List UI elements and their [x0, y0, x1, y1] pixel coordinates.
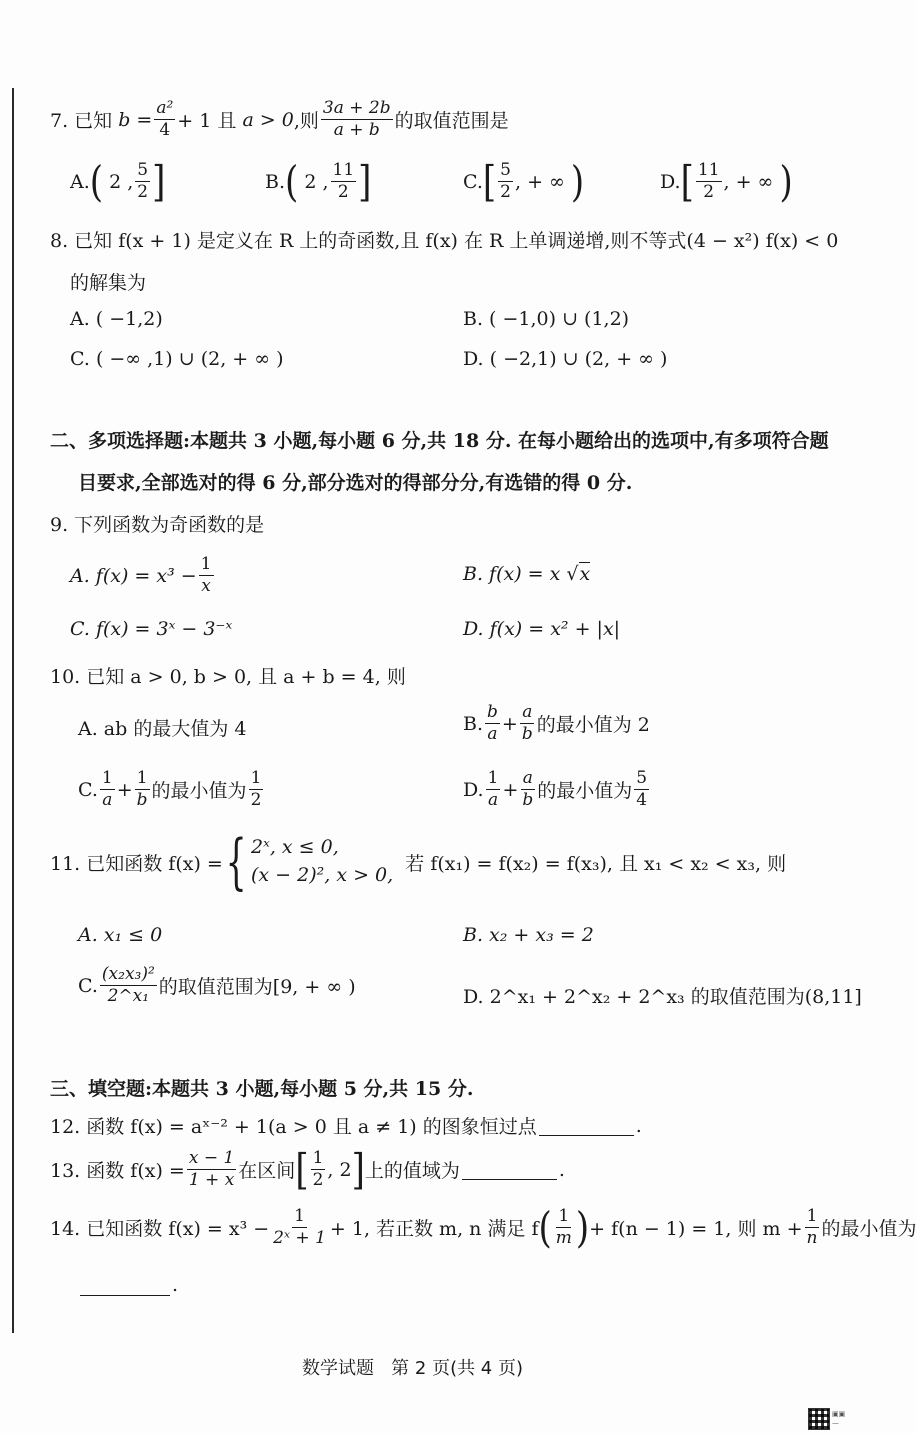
- section2-heading-line1: 二、多项选择题:本题共 3 小题,每小题 6 分,共 18 分. 在每小题给出的选项中,有多项符合题: [50, 430, 829, 452]
- q14-answer-line: .: [78, 1274, 178, 1296]
- q11-piece1: 2ˣ, x ≤ 0,: [251, 836, 339, 859]
- q12-answer-blank[interactable]: [539, 1115, 634, 1136]
- q11-piecewise: [251, 834, 393, 889]
- q11-option-d: D. 2^x₁ + 2^x₂ + 2^x₃ 的取值范围为(8,11]: [463, 986, 862, 1008]
- q7-prefix: 7. 已知: [50, 110, 113, 132]
- q8-option-a: A. ( −1,2): [70, 308, 163, 330]
- q9-option-d: D. f(x) = x² + |x|: [463, 618, 621, 640]
- q8-option-b: B. ( −1,0) ∪ (1,2): [463, 308, 630, 330]
- q13-stem: 13. 函数 f(x) = $\frac{x - 1}{1 + x}$ 在区间 [ $\frac{1}{2}$ , 2 ] 上的值域为 .: [50, 1144, 565, 1195]
- piecewise-brace: {: [225, 827, 247, 897]
- q13-answer-blank[interactable]: [462, 1159, 557, 1180]
- q11-option-a: A. x₁ ≤ 0: [78, 924, 163, 946]
- q9-option-c: C. f(x) = 3ˣ − 3⁻ˣ: [70, 618, 233, 640]
- q7-plus1: + 1 且: [177, 110, 237, 132]
- page-footer: [302, 1354, 523, 1380]
- q7-suffix: 的取值范围是: [394, 110, 509, 132]
- section2-heading-line2: 目要求,全部选对的得 6 分,部分选对的得部分分,有选错的得 0 分.: [78, 472, 633, 494]
- q7-then: ,则: [293, 110, 319, 132]
- q7-option-a: A. ( 2 , $\frac{5}{2}$ ]: [70, 156, 166, 207]
- binding-line: [12, 88, 14, 1333]
- q8-stem-line1: 8. 已知 f(x + 1) 是定义在 R 上的奇函数,且 f(x) 在 R 上单调递增,则不等式(4 − x²) f(x) < 0: [50, 230, 839, 252]
- q10-option-b: B. $\frac{b}{a}$ + $\frac{a}{b}$ 的最小值为 2: [463, 702, 650, 744]
- q9-option-a: A. f(x) = x³ − $\frac{1}{x}$: [70, 554, 212, 596]
- q7-option-c: C. [ $\frac{5}{2}$ , + ∞ ): [463, 156, 585, 207]
- q9-option-b: B. f(x) = x √ x: [463, 562, 591, 585]
- footer-page-number: 第 2 页(共 4 页): [391, 1358, 524, 1379]
- q14-stem: 14. 已知函数 f(x) = x³ − $\frac{1}{\text{2ˣ + 1}}$ + 1, 若正数 m, n 满足 f ( $\frac{1}{m}$ ) + f(n − 1) = 1, 则 m + $\frac{1}{n}$ 的最小值为: [50, 1202, 916, 1253]
- q7-eq-b: b =: [118, 108, 153, 131]
- q11-option-b: B. x₂ + x₃ = 2: [463, 924, 594, 946]
- q14-answer-blank[interactable]: [80, 1275, 170, 1296]
- q11-piece2: (x − 2)², x > 0,: [251, 864, 394, 886]
- q8-option-c: C. ( −∞ ,1) ∪ (2, + ∞ ): [70, 348, 284, 370]
- q11-stem-pre: 11. 已知函数 f(x) =: [50, 852, 223, 875]
- q10-stem: 10. 已知 a > 0, b > 0, 且 a + b = 4, 则: [50, 666, 406, 688]
- q11-stem-post: 若 f(x₁) = f(x₂) = f(x₃), 且 x₁ < x₂ < x₃, 则: [405, 852, 787, 875]
- q7-option-d: D. [ $\frac{11}{2}$ , + ∞ ): [660, 156, 793, 207]
- q8-stem-line2: 的解集为: [70, 272, 147, 294]
- q10-option-c: C. $\frac{1}{a}$ + $\frac{1}{b}$ 的最小值为 $\frac{1}{2}$: [78, 768, 262, 810]
- q7-frac-a2: $\frac{\text{a²}}{4}$: [156, 98, 174, 140]
- watermark-logo-icon: ▣▣ —: [832, 1410, 846, 1428]
- q7-cond: a > 0: [242, 108, 294, 131]
- q11-option-c: C. $\frac{\text{(x₂x₃)²}}{\text{2\textasciicircum{}x₁}}$ 的取值范围为[9, + ∞ ): [78, 964, 356, 1006]
- q12-stem: 12. 函数 f(x) = aˣ⁻² + 1(a > 0 且 a ≠ 1) 的图象恒过点 .: [50, 1114, 642, 1138]
- footer-subject: 数学试题: [302, 1358, 374, 1379]
- q11-stem: [50, 827, 787, 897]
- q8-option-d: D. ( −2,1) ∪ (2, + ∞ ): [463, 348, 668, 370]
- q7-option-b: B. ( 2 , $\frac{11}{2}$ ]: [265, 156, 372, 207]
- q10-option-a: A. ab 的最大值为 4: [78, 718, 247, 740]
- q10-option-d: D. $\frac{1}{a}$ + $\frac{a}{b}$ 的最小值为 $\frac{5}{4}$: [463, 768, 648, 810]
- q9-stem: 9. 下列函数为奇函数的是: [50, 514, 265, 536]
- section3-heading: 三、填空题:本题共 3 小题,每小题 5 分,共 15 分.: [50, 1078, 474, 1100]
- q7-stem: [50, 100, 509, 139]
- q7-main-frac: $\frac{3a + 2b}{a + b}$: [322, 98, 391, 140]
- qr-code-icon: [808, 1408, 830, 1430]
